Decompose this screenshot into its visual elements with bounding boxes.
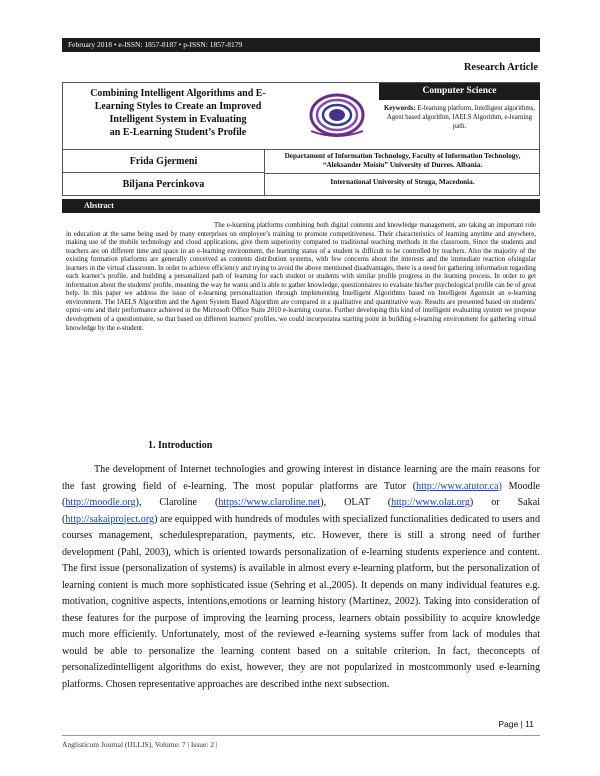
section-heading-introduction: 1. Introduction (148, 440, 213, 451)
table-divider (265, 173, 540, 174)
title-box (62, 82, 540, 150)
journal-logo-icon (301, 87, 373, 143)
body-text-span: The development of Internet technologies and growing interest in distance learning are the main reasons for the fast growing field of e-learning. The most popular platforms are Tutor ( (62, 464, 540, 492)
link-sakai[interactable]: http://sakaiproject.org (65, 513, 155, 525)
author-name: Biljana Percinkova (122, 179, 205, 190)
footer-divider (62, 735, 540, 736)
title-line: Combining Intelligent Algorithms and E- (90, 88, 266, 99)
abstract-heading: Abstract (84, 201, 114, 210)
author-affiliation: International University of Struga, Macedonia. (330, 178, 475, 186)
abstract-text: The e-learning platforms combining both digital contents and knowledge management, are taking an important role in education at the same being used by many enterprises on employee’s training to promote competitiveness. Their characteristics of learning anytime and anywhere, making use of the mobile technology and cloud applications, give them superiority compared to traditional teaching methods in the classroom. Since the students and teachers are on different time and space in an e-learning environment, the learning status of a student is difficult to be controlled by teachers. Also the majority of the existing formation platforms are generally conceived as contents distribution systems, with few concerns about the interests and the immediate reaction ofsingular learners in the virtual classroom. In order to achieve efficiency and trying to avoid the above mentioned disadvantages, there is a need for gathering information regarding each learner’s profile, and building a personalized path of learning for each student or students with similar profile progress in the learning process. In order to get information about the students' profile, meaning the way he wants and is able to gather knowledge, questionnaires to evaluate his/her psychological profile can be of great help. In this paper we address the issue of e-learning personalization through implementing Intelligent Algorithms based on Intelligent Agentsin an e-learning environment. The IAELS Algorithm and the Agent System Based Algorithm are compared in a qualitative and quantitative way. Results are presented based on students' opini¬ons and their performance achieved in the Microsoft Office Suite 2010 e-learning course. Further developing this kind of intelligent evaluating system we propose development of a questionnaire, so that based on different learners' profiles, we could incorporatea starting point in building e-learning environment for gathering virtual knowledge by the e-student. (66, 222, 536, 332)
keywords-text: E-learning platform, Intelligent algorithms, Agent based algorithm, IAELS Algorithm, e-learning path. (386, 105, 535, 130)
abstract-header-bar (62, 199, 540, 213)
link-claroline[interactable]: https://www.claroline.net (218, 497, 321, 508)
body-text-span: ), OLAT ( (320, 497, 392, 508)
keywords-label: Keywords: (383, 105, 416, 112)
author-affiliation: Departament of Information Technology, Faculty of Information Technology, “Aleksander Moisiu” University of Durres. Albania. (284, 152, 521, 169)
authors-table (62, 150, 540, 196)
title-line: an E-Learning Student’s Profile (109, 127, 247, 138)
link-moodle[interactable]: http://moodle.org (65, 497, 136, 508)
subject-area: Computer Science (379, 83, 540, 100)
body-text-span: ), Claroline ( (135, 497, 219, 508)
issue-line: February 2018 • e-ISSN: 1857-8187 • p-ISSN: 1857-8179 (68, 40, 243, 49)
introduction-paragraph (62, 462, 540, 693)
body-text-span: ) or Sakai ( (62, 497, 541, 525)
title-line: Learning Styles to Create an Improved (94, 101, 262, 112)
title-line: Intelligent System in Evaluating (109, 114, 247, 125)
paper-title (63, 83, 293, 149)
link-atutor[interactable]: http://www.atutor.ca) (416, 480, 502, 492)
journal-footer: Anglisticum Journal (IJLLIS), Volume: 7 | Issue: 2 | (62, 740, 218, 749)
body-text-span: Moodle ( (62, 480, 540, 508)
article-type-label: Research Article (463, 62, 538, 73)
author-name: Frida Gjermeni (63, 150, 264, 173)
issue-header-bar (62, 38, 540, 52)
link-olat[interactable]: http://www.olat.org (391, 497, 470, 508)
page-number: Page | 11 (498, 719, 534, 729)
keywords-block (379, 102, 540, 133)
body-text-span: ) are equipped with hundreds of modules with specialized functionalities dedicated to users and courses management, schedulespreparation, payments, etc. However, there is still a strong need of further development (Pahl, 2003), which is oriented towards personalization of e-learning students experience and content. The first issue (personalization of systems) is available in almost every e-learning platform, but the personalization of learning content is much more sophisticated issue (Sehring et al.,2005). It depends on many individual features e.g. motivation, cognitive aspects, intentions,emotions or learning history (Martinez, 2002). Taking into consideration of these features for the purpose of improving the learning process, learners obtain possibility to acquire knowledge much more efficiently. Unfortunately, most of the reviewed e-learning systems suffer from lack of modules that would be able to personalize the learning content based on a suitable criterion. In fact, theconcepts of personalizedintelligent algorithms do exist, however, they are not popularized in mostcommonly used e-learning platforms. Chosen representative approaches are described inthe next subsection. (62, 513, 540, 690)
